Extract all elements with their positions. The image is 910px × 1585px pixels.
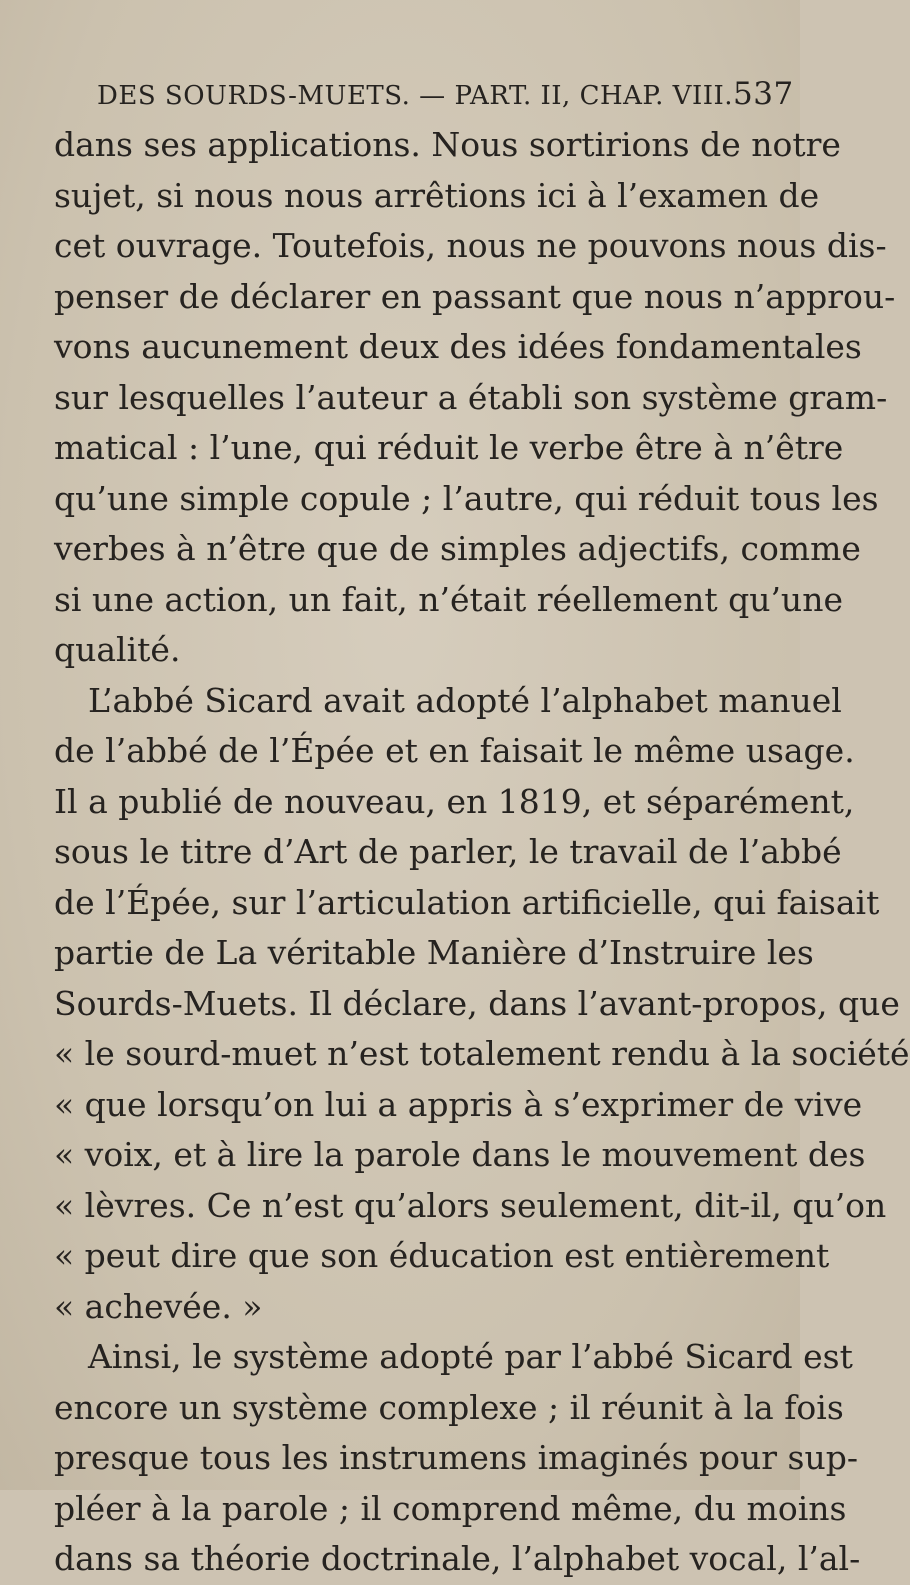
- text-line: dans sa théorie doctrinale, l’alphabet vocal, l’al-: [54, 1539, 861, 1578]
- text-line: partie de La véritable Manière d’Instruire les: [54, 933, 814, 972]
- text-line: de l’Épée, sur l’articulation artificielle, qui faisait: [54, 882, 880, 922]
- text-line: « que lorsqu’on lui a appris à s’exprimer de vive: [54, 1084, 863, 1124]
- text-line: « le sourd-muet n’est totalement rendu à la société: [54, 1034, 910, 1073]
- text-line: Sourds-Muets. Il déclare, dans l’avant-propos, que: [54, 983, 900, 1023]
- text-line: pléer à la parole ; il comprend même, du moins: [54, 1488, 847, 1528]
- text-line: sous le titre d’Art de parler, le travail de l’abbé: [54, 832, 842, 871]
- text-line: « achevée. »: [54, 1286, 263, 1326]
- text-line: Ainsi, le système adopté par l’abbé Sicard est: [88, 1337, 853, 1376]
- text-line: penser de déclarer en passant que nous n’approu-: [54, 276, 896, 316]
- text-line: presque tous les instrumens imaginés pour sup-: [54, 1438, 858, 1477]
- text-line: vons aucunement deux des idées fondamentales: [54, 327, 862, 366]
- text-line: L’abbé Sicard avait adopté l’alphabet manuel: [88, 680, 842, 720]
- text-line: « voix, et à lire la parole dans le mouvement des: [54, 1135, 866, 1174]
- text-line: « lèvres. Ce n’est qu’alors seulement, dit-il, qu’on: [54, 1185, 887, 1225]
- text-line: de l’abbé de l’Épée et en faisait le même usage.: [54, 731, 855, 770]
- page-number: 537: [733, 76, 794, 112]
- text-line: encore un système complexe ; il réunit à la fois: [54, 1387, 844, 1427]
- text-line: verbes à n’être que de simples adjectifs, comme: [54, 529, 861, 568]
- text-line: matical : l’une, qui réduit le verbe être à n’être: [54, 428, 844, 467]
- text-line: dans ses applications. Nous sortirions de notre: [54, 125, 841, 164]
- text-line: qu’une simple copule ; l’autre, qui réduit tous les: [54, 478, 879, 518]
- text-line: cet ouvrage. Toutefois, nous ne pouvons nous dis-: [54, 226, 887, 265]
- text-line: si une action, un fait, n’était réellement qu’une: [54, 579, 843, 619]
- running-title: DES SOURDS-MUETS. — PART. II, CHAP. VIII.: [97, 81, 734, 111]
- running-header: [97, 76, 794, 126]
- text-line: Il a publié de nouveau, en 1819, et séparément,: [54, 781, 855, 821]
- text-line: « peut dire que son éducation est entièrement: [54, 1236, 830, 1275]
- text-line: qualité.: [54, 630, 181, 669]
- text-line: sur lesquelles l’auteur a établi son système gram-: [54, 377, 888, 417]
- body-text: [54, 120, 910, 1585]
- text-line: sujet, si nous nous arrêtions ici à l’examen de: [54, 175, 820, 215]
